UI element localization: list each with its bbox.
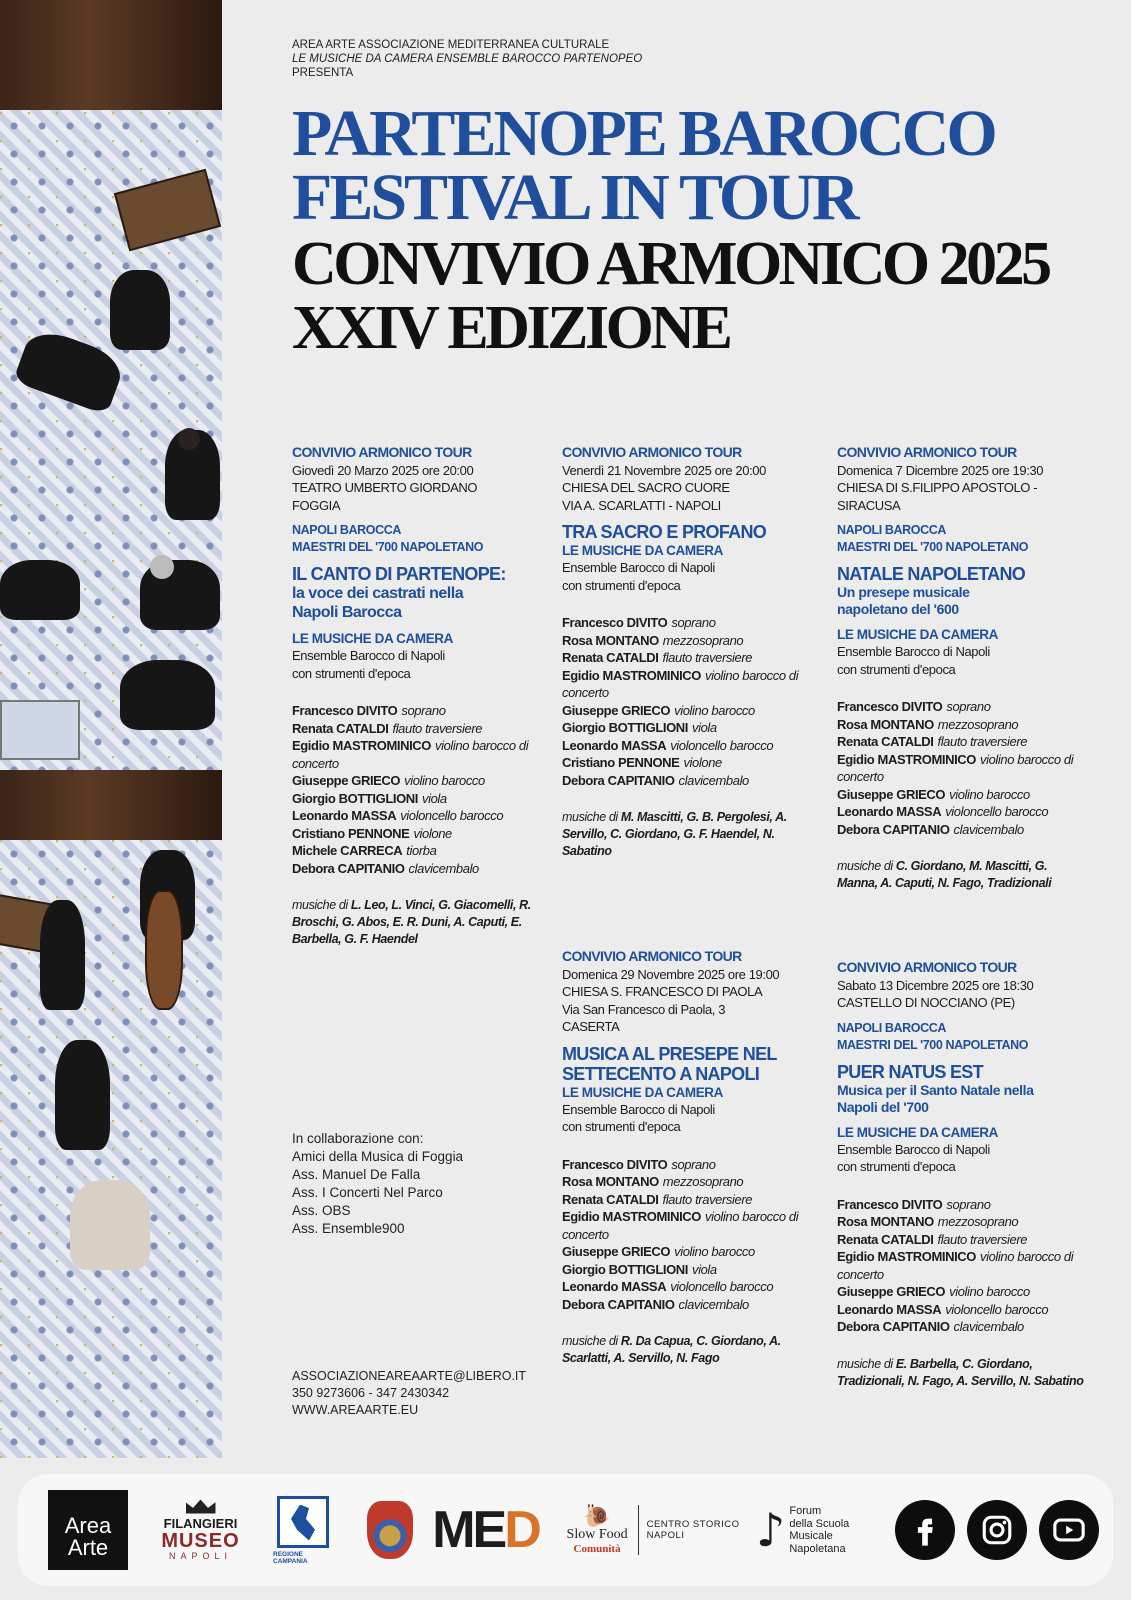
event-venue: CHIESA DI S.FILIPPO APOSTOLO - xyxy=(837,480,1038,495)
composers: musiche di E. Barbella, C. Giordano, Tradizionali, N. Fago, A. Servillo, N. Sabatino xyxy=(837,1356,1084,1388)
performer-role: viola xyxy=(422,790,447,806)
forum-scuola-musicale-logo: ♪ Forum della Scuola Musicale Napoletana xyxy=(756,1503,850,1557)
ensemble-line: LE MUSICHE DA CAMERA ENSEMBLE BAROCCO PARTENOPEO xyxy=(292,53,643,65)
performer-name: Giuseppe GRIECO xyxy=(562,1244,671,1259)
ensemble-line: Ensemble Barocco di Napoli xyxy=(562,1101,715,1117)
musician xyxy=(120,660,215,730)
performer xyxy=(562,667,802,702)
performer xyxy=(292,720,532,738)
harpsichord xyxy=(114,169,221,252)
performer-name: Egidio MASTROMINICO xyxy=(837,751,976,767)
performer-name: Egidio MASTROMINICO xyxy=(292,738,431,753)
ensemble-title: LE MUSICHE DA CAMERA xyxy=(562,543,724,558)
ensemble-line: Ensemble Barocco di Napoli xyxy=(837,1141,990,1157)
performer xyxy=(837,698,1087,716)
performer-name: Giuseppe GRIECO xyxy=(837,786,946,802)
performer xyxy=(292,702,532,720)
event-city: VIA A. SCARLATTI - NAPOLI xyxy=(562,497,721,513)
performer-name: Rosa MONTANO xyxy=(562,1174,659,1189)
performer-role: clavicembalo xyxy=(953,821,1024,837)
musician xyxy=(40,900,85,1010)
collaboration-title: In collaborazione con: xyxy=(292,1131,424,1146)
concert-title: SETTECENTO A NAPOLI xyxy=(562,1063,760,1084)
concert-subtitle: Musica per il Santo Natale nella xyxy=(837,1081,1034,1098)
tour-label: CONVIVIO ARMONICO TOUR xyxy=(562,444,742,460)
performer-name: Egidio MASTROMINICO xyxy=(562,1209,701,1224)
performer-role: violino barocco xyxy=(674,1244,755,1259)
performer-role: soprano xyxy=(946,1196,991,1212)
filangieri-museo-logo: FILANGIERI MUSEO NAPOLI xyxy=(153,1490,248,1570)
performer xyxy=(837,1196,1087,1214)
event-city: SIRACUSA xyxy=(837,497,901,513)
presenta-line: PRESENTA xyxy=(292,67,354,79)
collaboration-block xyxy=(292,1130,463,1238)
wood-panel xyxy=(0,0,222,110)
header xyxy=(292,38,1092,360)
musician-head xyxy=(150,555,174,579)
performer xyxy=(292,737,532,772)
event-city: FOGGIA xyxy=(292,497,341,513)
performer xyxy=(837,1213,1087,1231)
tour-label: CONVIVIO ARMONICO TOUR xyxy=(837,444,1017,460)
performer xyxy=(562,1278,802,1296)
tour-label: CONVIVIO ARMONICO TOUR xyxy=(292,444,472,460)
performer xyxy=(562,1261,802,1279)
performer-role: violino barocco xyxy=(949,786,1030,802)
crown-icon xyxy=(186,1500,216,1514)
performer-role: violone xyxy=(413,825,452,841)
performer-role: flauto traversiere xyxy=(937,1231,1028,1247)
performer-name: Leonardo MASSA xyxy=(562,737,667,753)
performer-name: Renata CATALDI xyxy=(562,1191,659,1207)
performer xyxy=(562,1208,802,1243)
performer-name: Giuseppe GRIECO xyxy=(292,773,401,788)
performer-role: soprano xyxy=(671,615,716,630)
event-date: Sabato 13 Dicembre 2025 ore 18:30 xyxy=(837,977,1034,993)
event-foggia xyxy=(292,444,532,948)
ensemble-line: con strumenti d'epoca xyxy=(562,577,681,593)
collaborator: Ass. OBS xyxy=(292,1203,351,1218)
snail-icon: 🐌 xyxy=(583,1503,611,1528)
coat-of-arms-icon xyxy=(367,1501,413,1559)
performer-role: violoncello barocco xyxy=(670,1279,774,1294)
region-shield-icon xyxy=(277,1496,329,1548)
performer-role: violino barocco xyxy=(404,773,485,788)
concert-title: NATALE NAPOLETANO xyxy=(837,564,1026,584)
performer-name: Debora CAPITANIO xyxy=(292,860,405,876)
performer xyxy=(837,716,1087,734)
performer-role: clavicembalo xyxy=(408,860,479,876)
performer-role: flauto traversiere xyxy=(937,734,1028,749)
performer-role: flauto traversiere xyxy=(392,720,483,736)
ensemble-line: Ensemble Barocco di Napoli xyxy=(292,648,445,663)
collaborator: Ass. Manuel De Falla xyxy=(292,1167,421,1182)
performer xyxy=(562,649,802,667)
performer xyxy=(837,786,1087,804)
contact-block xyxy=(292,1368,526,1419)
performer-role: violone xyxy=(683,755,722,770)
performer-name: Giorgio BOTTIGLIONI xyxy=(292,790,418,806)
collaborator: Amici della Musica di Foggia xyxy=(292,1149,464,1164)
contact-phone: 350 9273606 - 347 2430342 xyxy=(292,1386,450,1400)
performer xyxy=(837,803,1087,821)
musician xyxy=(55,1040,110,1150)
performer-name: Giorgio BOTTIGLIONI xyxy=(562,1261,688,1277)
performer-role: soprano xyxy=(401,703,446,718)
performer-name: Rosa MONTANO xyxy=(837,716,934,732)
performer-name: Debora CAPITANIO xyxy=(562,772,675,788)
performer xyxy=(562,1191,802,1209)
performer-role: violino barocco xyxy=(949,1284,1030,1299)
ensemble-line: con strumenti d'epoca xyxy=(837,661,956,677)
performer-name: Egidio MASTROMINICO xyxy=(562,667,701,683)
performer-role: violino barocco di concerto xyxy=(562,667,799,700)
performer xyxy=(837,1301,1087,1319)
youtube-icon[interactable] xyxy=(1039,1500,1099,1560)
contact-email[interactable]: ASSOCIAZIONEAREAARTE@LIBERO.IT xyxy=(292,1369,527,1383)
performer-role: violoncello barocco xyxy=(945,804,1049,819)
performer-role: mezzosoprano xyxy=(937,1214,1019,1229)
double-bass xyxy=(145,890,183,1010)
performer-name: Debora CAPITANIO xyxy=(562,1296,675,1312)
performer-name: Giuseppe GRIECO xyxy=(562,702,671,718)
event-venue: CASTELLO DI NOCCIANO (PE) xyxy=(837,995,1015,1010)
performer-role: violoncello barocco xyxy=(400,808,504,823)
edition-number: XXIV EDIZIONE xyxy=(292,294,730,362)
performer-name: Renata CATALDI xyxy=(837,734,934,749)
performer-role: violino barocco di concerto xyxy=(837,1249,1074,1282)
performer xyxy=(292,825,532,843)
performer-name: Francesco DIVITO xyxy=(292,703,398,718)
festival-title-1: PARTENOPE BAROCCO xyxy=(292,97,995,170)
performer-name: Debora CAPITANIO xyxy=(837,1319,950,1334)
concert-subtitle: Un presepe musicale xyxy=(837,584,970,600)
contact-website[interactable]: WWW.AREAARTE.EU xyxy=(292,1403,419,1417)
performer-name: Francesco DIVITO xyxy=(837,1196,943,1212)
performer-role: violino barocco xyxy=(674,702,755,718)
performer xyxy=(562,737,802,755)
performer-list xyxy=(292,702,532,877)
performer xyxy=(292,842,532,860)
event-venue: CHIESA DEL SACRO CUORE xyxy=(562,480,730,495)
music-note-icon: ♪ xyxy=(756,1503,786,1557)
series-sublabel: MAESTRI DEL '700 NAPOLETANO xyxy=(292,540,484,554)
performer-name: Egidio MASTROMINICO xyxy=(837,1249,976,1264)
event-date: Domenica 29 Novembre 2025 ore 19:00 xyxy=(562,966,780,982)
instagram-icon[interactable] xyxy=(967,1500,1027,1560)
performer-name: Cristiano PENNONE xyxy=(562,755,680,770)
concert-subtitle: Napoli Barocca xyxy=(292,604,402,621)
performer xyxy=(562,1243,802,1261)
performer-name: Renata CATALDI xyxy=(837,1231,934,1247)
event-caserta xyxy=(562,948,802,1367)
performer-role: mezzosoprano xyxy=(937,716,1019,732)
performer xyxy=(562,1173,802,1191)
musician xyxy=(0,560,80,620)
performer xyxy=(837,1248,1087,1283)
performer xyxy=(837,821,1087,839)
series-label: NAPOLI BAROCCA xyxy=(837,523,946,537)
event-date: Venerdì 21 Novembre 2025 ore 20:00 xyxy=(562,462,766,478)
ensemble-line: con strumenti d'epoca xyxy=(562,1119,681,1134)
performer-role: violoncello barocco xyxy=(945,1301,1049,1317)
performer-name: Renata CATALDI xyxy=(292,720,389,736)
concert-title: PUER NATUS EST xyxy=(837,1061,983,1082)
performer xyxy=(837,1231,1087,1249)
performer-name: Francesco DIVITO xyxy=(562,615,668,630)
concert-subtitle: Napoli del '700 xyxy=(837,1098,929,1115)
performer-list xyxy=(837,1196,1087,1336)
performer-role: viola xyxy=(692,1261,717,1277)
performer-role: violino barocco di concerto xyxy=(292,738,529,771)
performer xyxy=(562,1296,802,1314)
event-nocciano xyxy=(837,959,1087,1390)
concert-title: MUSICA AL PRESEPE NEL xyxy=(562,1043,777,1064)
performer-list xyxy=(562,614,802,789)
event-date: Domenica 7 Dicembre 2025 ore 19:30 xyxy=(837,462,1044,478)
festival-title-2: FESTIVAL IN TOUR xyxy=(292,161,857,234)
series-label: NAPOLI BAROCCA xyxy=(837,1020,946,1035)
event-city: CASERTA xyxy=(562,1019,620,1034)
performer-name: Debora CAPITANIO xyxy=(837,821,950,837)
performer-name: Rosa MONTANO xyxy=(837,1214,934,1229)
event-venue: TEATRO UMBERTO GIORDANO xyxy=(292,480,478,495)
performer xyxy=(562,754,802,772)
performer-role: clavicembalo xyxy=(678,772,749,788)
ensemble-line: con strumenti d'epoca xyxy=(837,1159,956,1174)
performer xyxy=(837,751,1087,786)
event-siracusa xyxy=(837,444,1087,892)
performer-list xyxy=(562,1156,802,1314)
event-date: Giovedì 20 Marzo 2025 ore 20:00 xyxy=(292,462,474,478)
performer xyxy=(562,1156,802,1174)
performer-name: Leonardo MASSA xyxy=(562,1279,667,1294)
performer-role: violoncello barocco xyxy=(670,737,774,753)
singer xyxy=(70,1180,150,1270)
performer-name: Renata CATALDI xyxy=(562,650,659,665)
performer-role: viola xyxy=(692,720,717,735)
regione-campania-logo: REGIONE CAMPANIA xyxy=(273,1490,333,1570)
series-label: NAPOLI BAROCCA xyxy=(292,523,401,537)
performer-name: Leonardo MASSA xyxy=(292,808,397,823)
performer-role: violino barocco di concerto xyxy=(562,1209,799,1242)
composers: musiche di L. Leo, L. Vinci, G. Giacomelli, R. Broschi, G. Abos, E. R. Duni, A. Caputi, E. Barbella, G. F. Haendel xyxy=(292,898,531,946)
concert-subtitle: napoletano del '600 xyxy=(837,601,959,617)
performer-role: flauto traversiere xyxy=(662,650,753,665)
performer xyxy=(292,790,532,808)
wood-panel xyxy=(0,770,222,840)
performer-list xyxy=(837,698,1087,838)
performer xyxy=(292,807,532,825)
performer xyxy=(562,702,802,720)
performer-role: soprano xyxy=(671,1156,716,1172)
event-venue: CHIESA S. FRANCESCO DI PAOLA xyxy=(562,984,763,999)
performer xyxy=(292,772,532,790)
slow-food-logo: 🐌 Slow Food Comunità CENTRO STORICO NAPOLI xyxy=(566,1503,740,1555)
performer xyxy=(562,614,802,632)
ensemble-line: Ensemble Barocco di Napoli xyxy=(562,560,715,575)
series-sublabel: MAESTRI DEL '700 NAPOLETANO xyxy=(837,1037,1029,1052)
musician xyxy=(110,270,170,350)
collaborator: Ass. Ensemble900 xyxy=(292,1221,405,1236)
coat-of-arms-logo xyxy=(360,1490,420,1570)
performer-role: soprano xyxy=(946,699,991,714)
performer-role: clavicembalo xyxy=(678,1296,749,1312)
performer-role: flauto traversiere xyxy=(662,1191,753,1207)
composers: musiche di C. Giordano, M. Mascitti, G. Manna, A. Caputi, N. Fago, Tradizionali xyxy=(837,859,1052,890)
ensemble-title: LE MUSICHE DA CAMERA xyxy=(837,627,999,642)
performer-name: Giorgio BOTTIGLIONI xyxy=(562,720,688,735)
performer xyxy=(837,1318,1087,1336)
performer xyxy=(562,719,802,737)
ensemble-title: LE MUSICHE DA CAMERA xyxy=(292,631,454,646)
concert-subtitle: la voce dei castrati nella xyxy=(292,585,464,602)
med-logo: ME D xyxy=(432,1501,539,1559)
performer xyxy=(562,632,802,650)
edition-title: CONVIVIO ARMONICO 2025 xyxy=(292,230,1049,298)
concert-photo xyxy=(0,0,222,1458)
concert-title: TRA SACRO E PROFANO xyxy=(562,522,767,542)
performer xyxy=(292,860,532,878)
performer-name: Giuseppe GRIECO xyxy=(837,1284,946,1299)
tour-label: CONVIVIO ARMONICO TOUR xyxy=(837,959,1017,975)
tour-label: CONVIVIO ARMONICO TOUR xyxy=(562,948,742,964)
performer-role: mezzosoprano xyxy=(662,632,744,648)
intro xyxy=(292,38,1092,80)
series-sublabel: MAESTRI DEL '700 NAPOLETANO xyxy=(837,540,1029,554)
performer-name: Rosa MONTANO xyxy=(562,632,659,648)
performer-name: Francesco DIVITO xyxy=(562,1156,668,1172)
event-napoli xyxy=(562,444,802,860)
ensemble-line: con strumenti d'epoca xyxy=(292,665,411,681)
collaborator: Ass. I Concerti Nel Parco xyxy=(292,1185,443,1200)
performer-role: tiorba xyxy=(406,843,437,858)
area-arte-logo: Area Arte xyxy=(48,1490,128,1570)
event-street: Via San Francesco di Paola, 3 xyxy=(562,1001,726,1017)
sign-board xyxy=(0,700,80,760)
performer xyxy=(837,1283,1087,1301)
musician-head xyxy=(178,428,200,450)
composers: musiche di M. Mascitti, G. B. Pergolesi, A. Servillo, C. Giordano, G. F. Haendel, N. Sabatino xyxy=(562,810,787,858)
ensemble-title: LE MUSICHE DA CAMERA xyxy=(837,1124,999,1140)
presenter-line: AREA ARTE ASSOCIAZIONE MEDITERRANEA CULTURALE xyxy=(292,39,610,51)
performer xyxy=(562,772,802,790)
concert-title: IL CANTO DI PARTENOPE: xyxy=(292,564,506,584)
performer-name: Francesco DIVITO xyxy=(837,699,943,714)
performer-role: clavicembalo xyxy=(953,1319,1024,1334)
performer-name: Michele CARRECA xyxy=(292,843,403,858)
ensemble-title: LE MUSICHE DA CAMERA xyxy=(562,1084,724,1100)
performer-name: Cristiano PENNONE xyxy=(292,825,410,841)
performer-name: Leonardo MASSA xyxy=(837,1301,942,1317)
sponsor-footer xyxy=(18,1474,1113,1586)
facebook-icon[interactable] xyxy=(895,1500,955,1560)
performer-name: Leonardo MASSA xyxy=(837,804,942,819)
ensemble-line: Ensemble Barocco di Napoli xyxy=(837,644,990,659)
performer-role: mezzosoprano xyxy=(662,1174,744,1189)
performer xyxy=(837,733,1087,751)
composers: musiche di R. Da Capua, C. Giordano, A. Scarlatti, A. Servillo, N. Fago xyxy=(562,1334,781,1365)
performer-role: violino barocco di concerto xyxy=(837,751,1074,784)
